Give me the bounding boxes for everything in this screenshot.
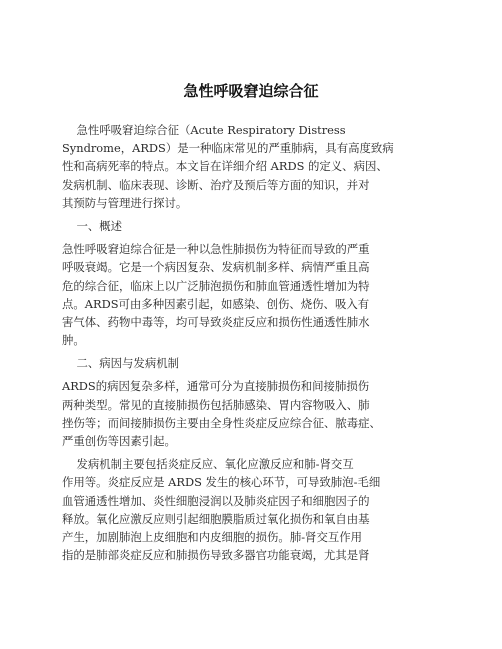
text-line: 两种类型。常见的直接肺损伤包括肺感染、胃内容物吸入、肺 bbox=[62, 397, 370, 412]
section-heading bbox=[62, 354, 448, 372]
text-line: 急性呼吸窘迫综合征（Acute Respiratory Distress bbox=[62, 123, 346, 137]
text-line: 一、概述 bbox=[62, 218, 123, 233]
text-line: 产生，加剧肺泡上皮细胞和内皮细胞的损伤。肺-肾交互作用 bbox=[62, 529, 363, 544]
text-line: 点。ARDS可由多种因素引起，如感染、创伤、烧伤、吸入有 bbox=[62, 296, 370, 311]
document-title: 急性呼吸窘迫综合征 bbox=[183, 82, 319, 100]
text-line: 肿。 bbox=[62, 333, 85, 348]
text-line: 发病机制、临床表现、诊断、治疗及预后等方面的知识，并对 bbox=[62, 177, 370, 192]
text-line: Syndrome，ARDS）是一种临床常见的严重肺病，具有高度致病 bbox=[62, 141, 394, 156]
text-line: 发病机制主要包括炎症反应、氧化应激反应和肺-肾交互 bbox=[62, 457, 354, 472]
paragraph bbox=[62, 240, 448, 349]
paragraph bbox=[62, 121, 448, 212]
text-line: 血管通透性增加、炎性细胞浸润以及肺炎症因子和细胞因子的 bbox=[62, 493, 370, 508]
text-line: 害气体、药物中毒等，均可导致炎症反应和损伤性通透性肺水 bbox=[62, 314, 370, 329]
text-line: 作用等。炎症反应是 ARDS 发生的核心环节，可导致肺泡-毛细 bbox=[62, 475, 381, 490]
paragraph bbox=[62, 377, 448, 450]
document-body bbox=[62, 121, 448, 564]
text-line: 其预防与管理进行探讨。 bbox=[62, 195, 188, 210]
text-line: 性和高病死率的特点。本文旨在详细介绍 ARDS 的定义、病因、 bbox=[62, 159, 388, 174]
text-line: 释放。氧化应激反应则引起细胞膜脂质过氧化损伤和氧自由基 bbox=[62, 511, 370, 526]
text-line: 指的是肺部炎症反应和肺损伤导致多器官功能衰竭，尤其是肾 bbox=[62, 548, 370, 563]
text-line: 二、病因与发病机制 bbox=[62, 356, 179, 371]
text-line: ARDS的病因复杂多样，通常可分为直接肺损伤和间接肺损伤 bbox=[62, 379, 370, 394]
text-line: 急性呼吸窘迫综合征是一种以急性肺损伤为特征而导致的严重 bbox=[62, 242, 370, 257]
section-heading bbox=[62, 217, 448, 235]
text-line: 危的综合征，临床上以广泛肺泡损伤和肺血管通透性增加为特 bbox=[62, 278, 370, 293]
paragraph bbox=[62, 455, 448, 564]
text-line: 挫伤等；而间接肺损伤主要由全身性炎症反应综合征、脓毒症、 bbox=[62, 415, 381, 430]
text-line: 严重创伤等因素引起。 bbox=[62, 434, 176, 448]
text-line: 呼吸衰竭。它是一个病因复杂、发病机制多样、病情严重且高 bbox=[62, 260, 370, 275]
